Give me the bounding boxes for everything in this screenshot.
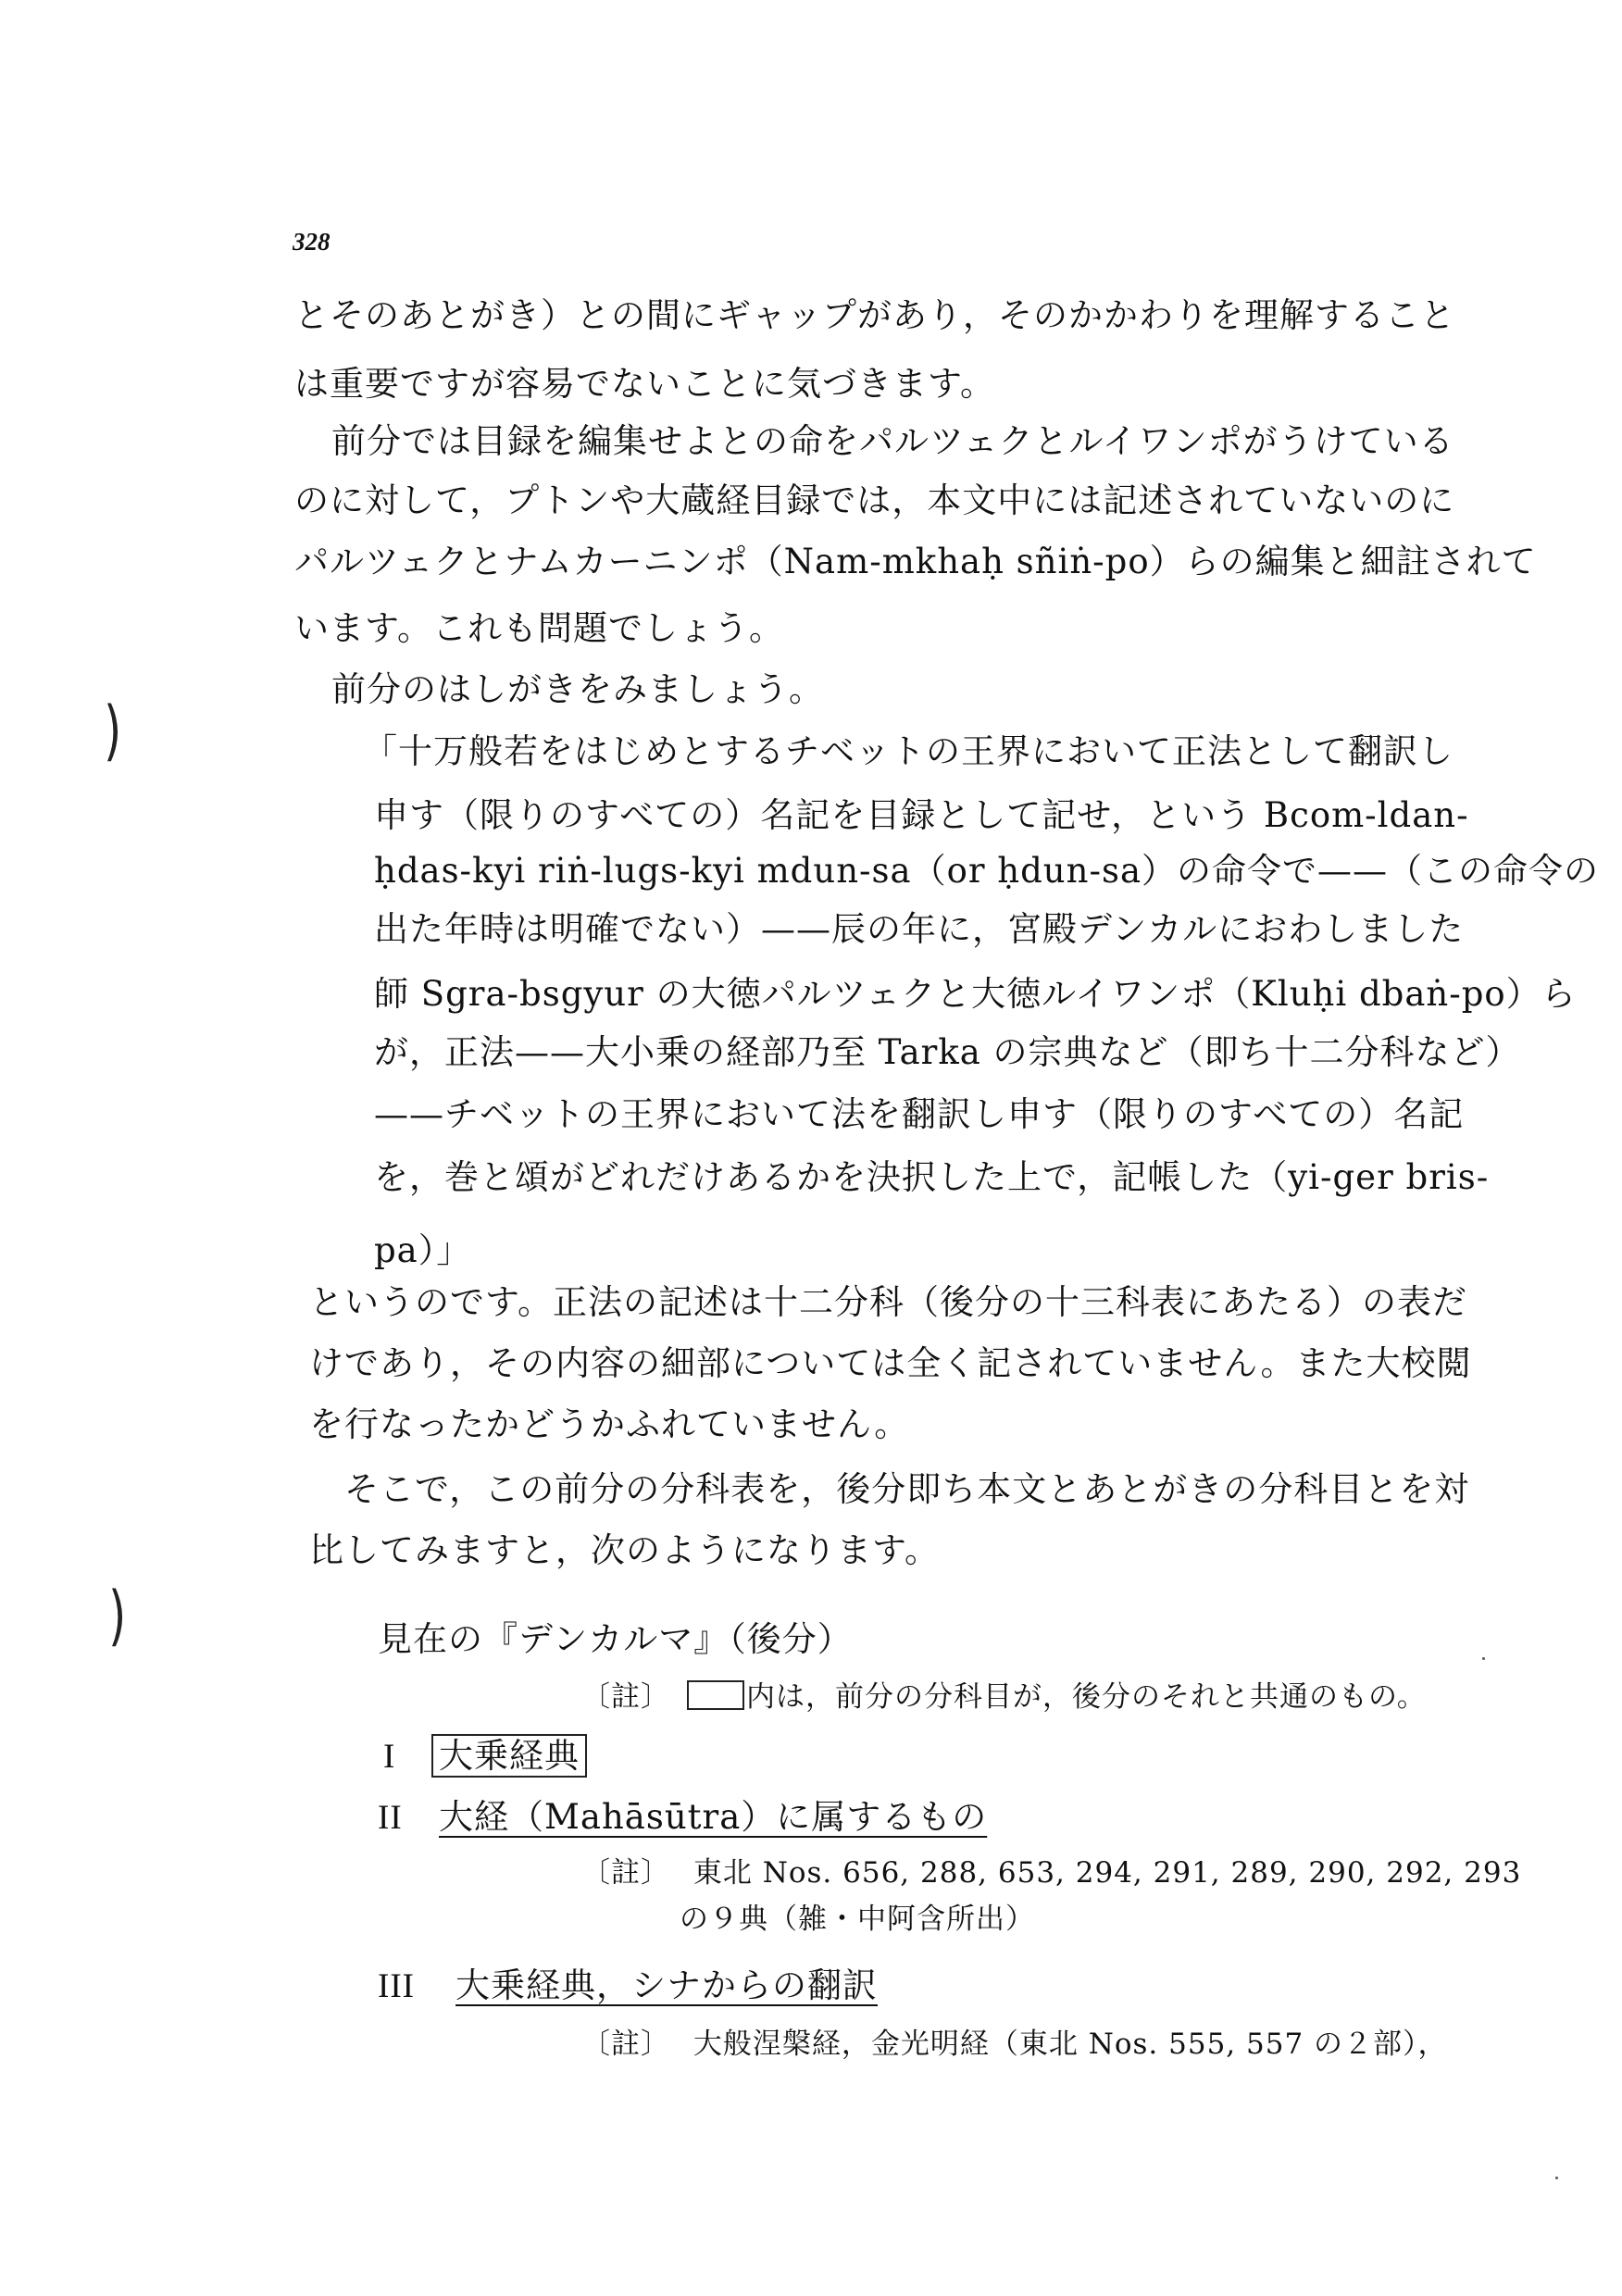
section-title: 大乗経典 <box>431 1734 587 1778</box>
note-text: 東北 Nos. 656, 288, 653, 294, 291, 289, 290, 292, 293 <box>692 1856 1522 1890</box>
legend-note <box>581 1680 1427 1712</box>
legend-empty-box <box>687 1680 744 1710</box>
scan-speck <box>1555 2177 1558 2179</box>
body-text-line: というのです。正法の記述は十二分科（後分の十三科表にあたる）の表だ <box>309 1282 1468 1322</box>
section-note <box>581 1856 1522 1890</box>
note-prefix: 〔註〕 <box>581 1856 670 1890</box>
quotation-line: 「十万般若をはじめとするチベットの王界において正法として翻訳し <box>363 731 1454 771</box>
margin-bracket-mark: ) <box>104 693 122 768</box>
body-text-line: は重要ですが容易でないことに気づきます。 <box>294 364 996 404</box>
section-title: 大経（Mahāsūtra）に属するもの <box>439 1797 988 1837</box>
section-title: 大乗経典，シナからの翻訳 <box>455 1965 878 2005</box>
quotation-line: ——チベットの王界において法を翻訳し申す（限りのすべての）名記 <box>374 1094 1465 1134</box>
table-heading: 見在の『デンカルマ』（後分） <box>378 1619 853 1659</box>
body-text-line: パルツェクとナムカーニンポ（Nam-mkhaḥ sñiṅ-po）らの編集と細註されて <box>294 542 1537 581</box>
quotation-line: pa）」 <box>374 1230 472 1270</box>
body-text-line: います。これも問題でしょう。 <box>294 608 785 648</box>
page-number: 328 <box>293 228 331 256</box>
section-numeral: II <box>378 1799 403 1837</box>
section-heading <box>378 1797 988 1837</box>
body-text-line: を行なったかどうかふれていません。 <box>309 1404 910 1444</box>
section-heading <box>383 1736 587 1776</box>
quotation-line: が，正法——大小乗の経部乃至 Tarka の宗典など（即ち十二分科など） <box>374 1032 1521 1072</box>
quotation-line: 申す（限りのすべての）名記を目録として記せ，という Bcom-ldan- <box>374 795 1469 835</box>
scan-speck <box>1482 1657 1485 1660</box>
body-text-line: 前分のはしがきをみましょう。 <box>331 669 824 709</box>
legend-note-text: 内は，前分の分科目が，後分のそれと共通のもの。 <box>746 1680 1427 1714</box>
quotation-line: 師 Sgra-bsgyur の大徳パルツェクと大徳ルイワンポ（Kluḥi dbaṅ-po）ら <box>374 974 1577 1014</box>
section-numeral: I <box>383 1738 396 1776</box>
quotation-line: を，巻と頌がどれだけあるかを決択した上で，記帳した（yi-ger bris- <box>374 1157 1490 1197</box>
note-prefix: 〔註〕 <box>581 1680 670 1714</box>
quotation-line: ḥdas-kyi riṅ-lugs-kyi mdun-sa（or ḥdun-sa）の命令で——（この命令の <box>374 851 1600 891</box>
body-text-line: 比してみますと，次のようになります。 <box>309 1530 941 1570</box>
body-text-line: けであり，その内容の細部については全く記されていません。また大校閲 <box>309 1343 1472 1383</box>
note-prefix: 〔註〕 <box>581 2028 670 2061</box>
section-note-continuation: の９典（雑・中阿含所出） <box>680 1903 1035 1936</box>
section-heading <box>378 1965 878 2005</box>
body-text-line: 前分では目録を編集せよとの命をパルツェクとルイワンポがうけている <box>331 421 1454 461</box>
body-text-line: とそのあとがき）との間にギャップがあり，そのかかわりを理解すること <box>294 295 1455 335</box>
body-text-line: そこで，この前分の分科表を，後分即ち本文とあとがきの分科目とを対 <box>344 1469 1470 1509</box>
note-text: 大般涅槃経，金光明経（東北 Nos. 555, 557 の２部）， <box>692 2028 1448 2061</box>
quotation-line: 出た年時は明確でない）——辰の年に，宮殿デンカルにおわしました <box>374 909 1465 949</box>
section-numeral: III <box>378 1967 415 2005</box>
section-note <box>581 2030 1448 2059</box>
margin-bracket-mark: ) <box>108 1578 127 1653</box>
body-text-line: のに対して，プトンや大蔵経目録では，本文中には記述されていないのに <box>294 480 1455 520</box>
